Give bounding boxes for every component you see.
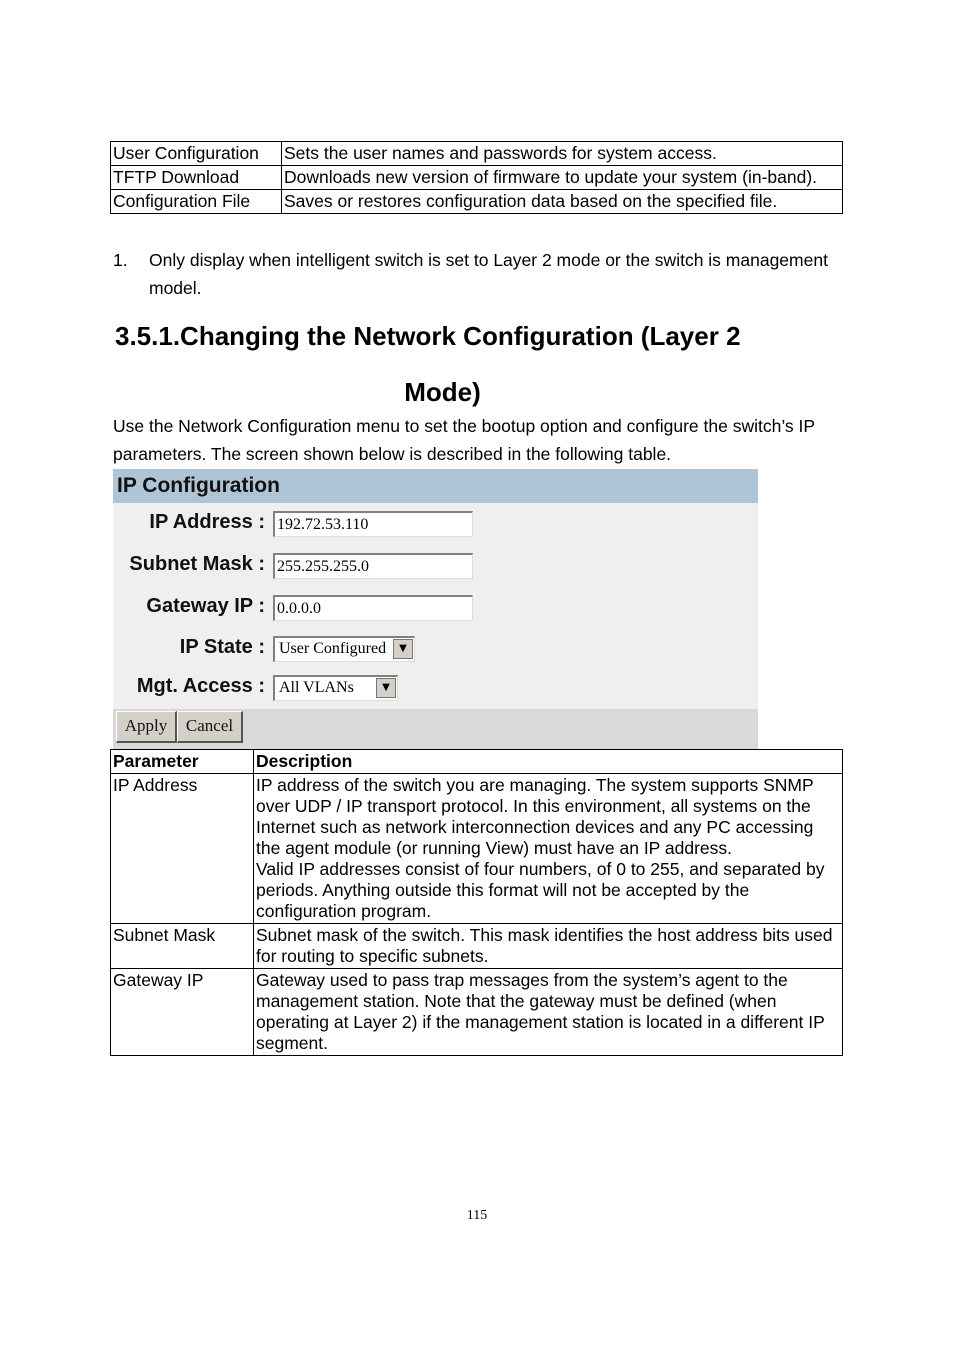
parameter-name: Gateway IP [111, 969, 254, 1056]
chevron-down-icon[interactable]: ▼ [393, 639, 413, 659]
table-row [111, 969, 843, 1056]
function-name: User Configuration [111, 142, 282, 166]
ip-configuration-panel [113, 469, 758, 749]
section-heading-line1: 3.5.1.Changing the Network Configuration (Layer 2 [115, 321, 741, 351]
chevron-down-icon[interactable]: ▼ [376, 678, 396, 698]
footnote-text: Only display when intelligent switch is set to Layer 2 mode or the switch is management model. [149, 250, 828, 298]
ip-state-label: IP State : [179, 636, 265, 658]
parameter-description: Gateway used to pass trap messages from the system’s agent to the management station. Note that the gateway must be defined (when operating at Layer 2) if the management station is located in a different IP segment. [254, 969, 843, 1056]
description-paragraph: IP address of the switch you are managing. The system supports SNMP over UDP / IP transport protocol. In this environment, all systems on the Internet such as network interconnection devices and any PC accessing the agent module (or running View) must have an IP address. [256, 775, 814, 858]
table-row [111, 924, 843, 969]
header-parameter: Parameter [111, 750, 254, 774]
section-heading-line2: Mode) [404, 377, 481, 407]
table-row [111, 190, 843, 214]
section-heading [115, 308, 810, 420]
ip-address-label: IP Address : [149, 511, 265, 533]
button-bar [113, 709, 758, 749]
parameter-description: Subnet mask of the switch. This mask identifies the host address bits used for routing to specific subnets. [254, 924, 843, 969]
ip-state-row [113, 632, 758, 664]
description-paragraph: Valid IP addresses consist of four numbers, of 0 to 255, and separated by periods. Anything outside this format will not be accepted by the configuration program. [256, 859, 825, 921]
function-table [110, 141, 843, 214]
subnet-mask-input[interactable] [273, 553, 473, 579]
function-description: Saves or restores configuration data based on the specified file. [282, 190, 843, 214]
parameter-name: Subnet Mask [111, 924, 254, 969]
header-description: Description [254, 750, 843, 774]
page-number: 115 [466, 1208, 488, 1223]
subnet-mask-row [113, 549, 758, 581]
subnet-mask-label: Subnet Mask : [129, 553, 265, 575]
gateway-ip-label: Gateway IP : [146, 595, 265, 617]
gateway-ip-input[interactable] [273, 595, 473, 621]
mgt-access-select[interactable] [273, 675, 398, 701]
table-row [111, 142, 843, 166]
function-name: TFTP Download [111, 166, 282, 190]
table-row [111, 166, 843, 190]
gateway-ip-row [113, 591, 758, 623]
parameter-description [254, 774, 843, 924]
footnote-number: 1. [113, 250, 128, 270]
mgt-access-label: Mgt. Access : [136, 675, 265, 697]
table-row [111, 774, 843, 924]
mgt-access-selected: All VLANs [279, 679, 354, 696]
apply-button[interactable]: Apply [116, 711, 177, 743]
table-header-row [111, 750, 843, 774]
cancel-button[interactable]: Cancel [177, 711, 243, 743]
function-description: Downloads new version of firmware to update your system (in-band). [282, 166, 843, 190]
ip-address-row [113, 507, 758, 539]
parameter-table [110, 749, 843, 1056]
function-description: Sets the user names and passwords for system access. [282, 142, 843, 166]
parameter-name: IP Address [111, 774, 254, 924]
panel-title: IP Configuration [113, 469, 758, 503]
ip-state-select[interactable] [273, 636, 415, 662]
ip-address-input[interactable] [273, 511, 473, 537]
ip-state-selected: User Configured [279, 640, 387, 657]
intro-paragraph: Use the Network Configuration menu to set the bootup option and configure the switch’s IP parameters. The screen shown below is described in the following table. [113, 416, 815, 464]
function-name: Configuration File [111, 190, 282, 214]
mgt-access-row [113, 671, 758, 703]
